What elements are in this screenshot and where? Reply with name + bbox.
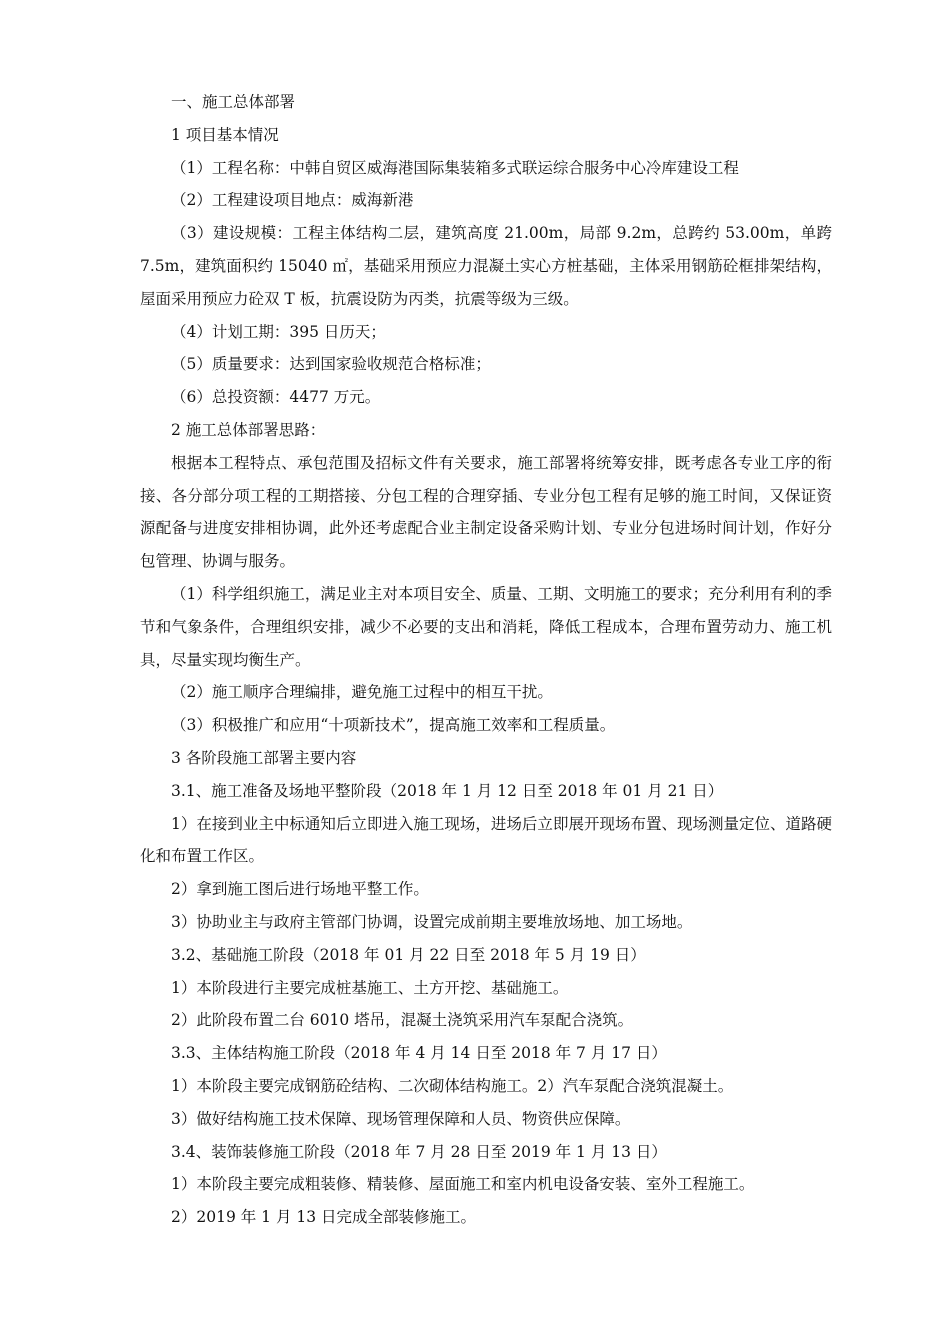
list-item: 1）本阶段主要完成钢筋砼结构、二次砌体结构施工。2）汽车泵配合浇筑混凝土。 <box>171 1076 734 1095</box>
section-heading: 一、施工总体部署 <box>171 93 296 111</box>
document-body <box>140 86 832 1234</box>
subsection-heading: 3 各阶段施工部署主要内容 <box>171 748 357 767</box>
stage-heading: 3.2、基础施工阶段（2018 年 01 月 22 日至 2018 年 5 月 19 日） <box>171 945 646 964</box>
paragraph-project-location: （2）工程建设项目地点：威海新港 <box>171 191 414 210</box>
subsection-heading: 2 施工总体部署思路： <box>171 420 326 439</box>
paragraph-deployment-overview: 根据本工程特点、承包范围及招标文件有关要求，施工部署将统筹安排，既考虑各专业工序的衔接、各分部分项工程的工期搭接、分包工程的合理穿插、专业分包工程有足够的施工时间，又保证资源配备与进度安排相协调，此外还考虑配合业主制定设备采购计划、专业分包进场时间计划，作好分包管理、协调与服务。 <box>140 453 832 571</box>
list-item: 2）2019 年 1 月 13 日完成全部装修施工。 <box>171 1208 477 1227</box>
list-item: 2）此阶段布置二台 6010 塔吊，混凝土浇筑采用汽车泵配合浇筑。 <box>171 1011 634 1030</box>
paragraph-principle-2: （2）施工顺序合理编排，避免施工过程中的相互干扰。 <box>171 683 553 702</box>
list-item: 2）拿到施工图后进行场地平整工作。 <box>171 880 429 899</box>
list-item: 1）在接到业主中标通知后立即进入施工现场，进场后立即展开现场布置、现场测量定位、道路硬化和布置工作区。 <box>140 814 832 866</box>
paragraph-project-name: （1）工程名称：中韩自贸区威海港国际集装箱多式联运综合服务中心冷库建设工程 <box>171 158 739 177</box>
list-item: 1）本阶段主要完成粗装修、精装修、屋面施工和室内机电设备安装、室外工程施工。 <box>171 1175 755 1194</box>
stage-heading: 3.4、装饰装修施工阶段（2018 年 7 月 28 日至 2019 年 1 月 13 日） <box>171 1142 667 1161</box>
stage-heading: 3.1、施工准备及场地平整阶段（2018 年 1 月 12 日至 2018 年 01 月 21 日） <box>171 781 724 800</box>
paragraph-schedule: （4）计划工期：395 日历天； <box>171 322 386 341</box>
paragraph-principle-3: （3）积极推广和应用“十项新技术”，提高施工效率和工程质量。 <box>171 716 616 735</box>
paragraph-quality: （5）质量要求：达到国家验收规范合格标准； <box>171 355 491 374</box>
paragraph-construction-scale: （3）建设规模：工程主体结构二层，建筑高度 21.00m，局部 9.2m，总跨约 53.00m，单跨 7.5m，建筑面积约 15040 ㎡，基础采用预应力混凝土实心方桩基础，主体采用钢筋砼框排架结构，屋面采用预应力砼双 T 板，抗震设防为丙类，抗震等级为三级。 <box>140 224 832 308</box>
subsection-heading: 1 项目基本情况 <box>171 125 279 144</box>
list-item: 3）协助业主与政府主管部门协调，设置完成前期主要堆放场地、加工场地。 <box>171 912 693 931</box>
paragraph-investment: （6）总投资额：4477 万元。 <box>171 388 381 407</box>
list-item: 3）做好结构施工技术保障、现场管理保障和人员、物资供应保障。 <box>171 1109 631 1128</box>
stage-heading: 3.3、主体结构施工阶段（2018 年 4 月 14 日至 2018 年 7 月 17 日） <box>171 1044 667 1063</box>
list-item: 1）本阶段进行主要完成桩基施工、土方开挖、基础施工。 <box>171 978 569 997</box>
paragraph-principle-1: （1）科学组织施工，满足业主对本项目安全、质量、工期、文明施工的要求；充分利用有利的季节和气象条件，合理组织安排，减少不必要的支出和消耗，降低工程成本，合理布置劳动力、施工机具，尽量实现均衡生产。 <box>140 584 832 669</box>
